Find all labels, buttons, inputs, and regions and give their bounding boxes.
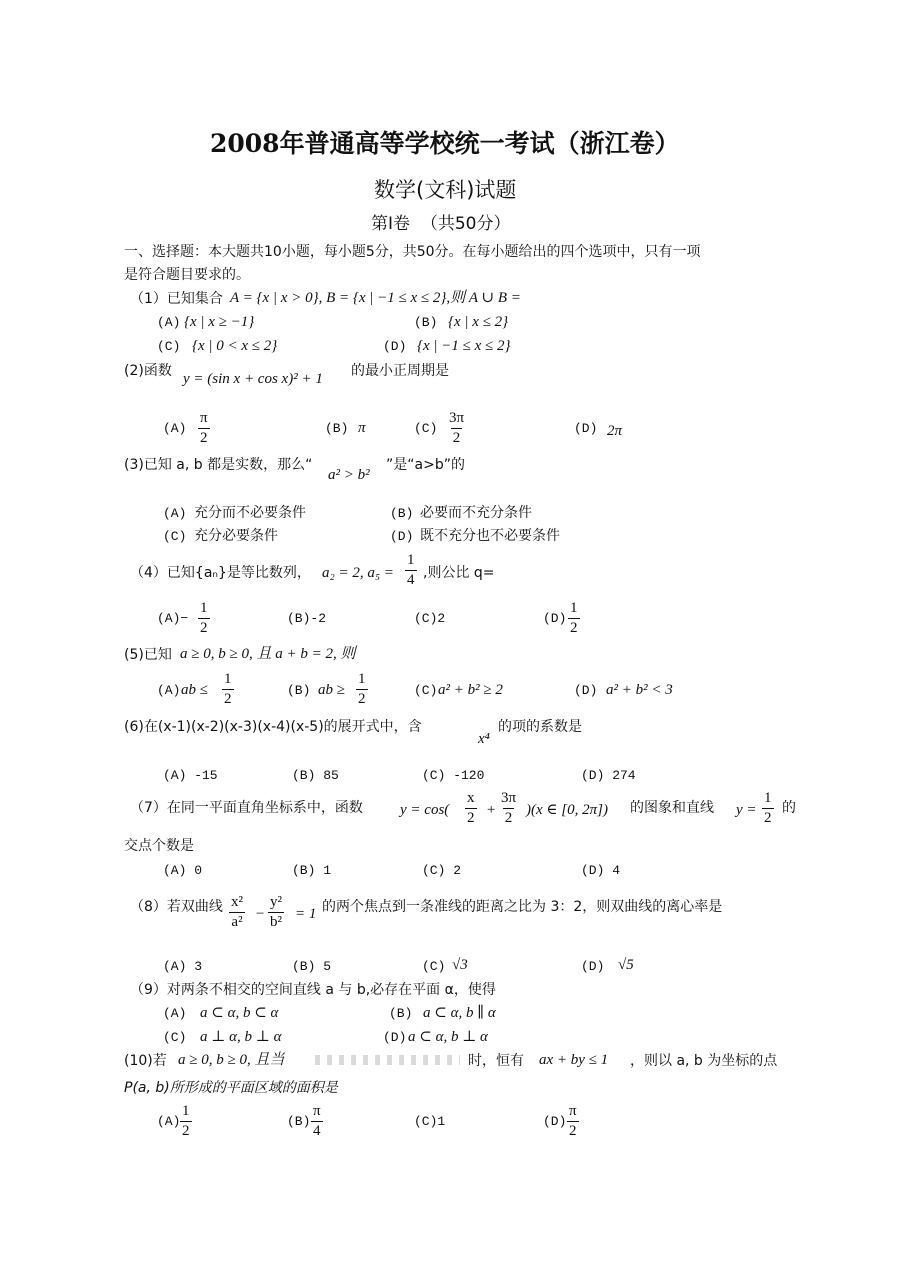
- q5-option-c-label: (C): [414, 683, 438, 698]
- q3-option-a: 充分而不必要条件: [194, 505, 306, 521]
- q10-option-a-label: (A): [157, 1114, 181, 1129]
- question-9-stem: （9）对两条不相交的空间直线 a 与 b,必存在平面 α，使得: [130, 982, 496, 998]
- question-2-tail: 的最小正周期是: [351, 363, 449, 379]
- question-2-stem: (2)函数: [124, 363, 172, 379]
- q10-option-b-label: (B): [287, 1114, 311, 1129]
- question-10-tail: ，则以 a, b 为坐标的点: [630, 1053, 778, 1069]
- q2-option-a-num: π: [200, 410, 208, 426]
- question-4-fraction-num: 1: [407, 552, 415, 568]
- question-1-expr: A = {x | x > 0}, B = {x | −1 ≤ x ≤ 2},则 A ∪ B =: [230, 290, 521, 306]
- q3-option-d: 既不充分也不必要条件: [420, 528, 560, 544]
- q5-option-c: a² + b² ≥ 2: [438, 682, 503, 698]
- question-6-stem: (6)在(x-1)(x-2)(x-3)(x-4)(x-5)的展开式中，含: [124, 719, 422, 735]
- q7-option-c: (C) 2: [422, 863, 462, 878]
- q8-option-b: (B) 5: [292, 959, 332, 974]
- question-8-eq: = 1: [295, 906, 317, 922]
- q4-option-d-den: 2: [570, 620, 578, 636]
- q9-option-d-label: (D): [383, 1030, 407, 1045]
- q2-option-a-den: 2: [200, 430, 208, 446]
- part-heading: 第Ⅰ卷 （共50分）: [371, 214, 511, 234]
- q3-option-b-label: (B): [390, 506, 414, 521]
- q9-option-c: a ⊥ α, b ⊥ α: [200, 1029, 282, 1045]
- q6-option-b: (B) 85: [292, 768, 339, 783]
- q4-option-d-num: 1: [570, 600, 578, 616]
- q6-option-d: (D) 274: [581, 768, 636, 783]
- question-4-stem: （4）已知{aₙ}是等比数列，: [130, 565, 311, 581]
- question-8-fraction-2-num: y²: [270, 894, 282, 910]
- q1-option-b-label: (B): [414, 315, 438, 330]
- q1-option-c: {x | 0 < x ≤ 2}: [192, 338, 278, 354]
- q8-option-c: √3: [452, 957, 468, 973]
- question-5-stem: (5)已知: [124, 647, 172, 663]
- q3-option-c: 充分必要条件: [194, 528, 278, 544]
- question-7-line-2: 交点个数是: [124, 838, 194, 854]
- q9-option-a-label: (A): [163, 1006, 187, 1021]
- q4-option-b: (B)-2: [287, 611, 327, 626]
- q9-option-b: a ⊂ α, b ∥ α: [423, 1005, 496, 1021]
- q9-option-a: a ⊂ α, b ⊂ α: [200, 1005, 279, 1021]
- q2-option-c-fraction: [447, 411, 466, 446]
- question-8-stem: （8）若双曲线: [130, 899, 223, 915]
- q3-option-d-label: (D): [390, 529, 414, 544]
- q7-option-a: (A) 0: [163, 863, 203, 878]
- q3-option-a-label: (A): [163, 506, 187, 521]
- page-title: 2008年普通高等学校统一考试（浙江卷）: [210, 129, 680, 158]
- question-8-fraction-1-den: a²: [231, 914, 243, 930]
- q2-option-d-label: (D): [574, 421, 598, 436]
- q10-option-a-fraction: [180, 1104, 192, 1139]
- question-6-tail: 的项的系数是: [498, 719, 582, 735]
- q1-option-d-label: (D): [383, 339, 407, 354]
- q1-option-b: {x | x ≤ 2}: [448, 314, 509, 330]
- q5-option-a-den: 2: [224, 691, 232, 707]
- q4-option-a-fraction: [198, 601, 210, 636]
- q2-option-c-den: 2: [452, 430, 461, 446]
- question-6-expr: x⁴: [478, 731, 490, 747]
- question-10-mid: 时，恒有: [468, 1053, 524, 1069]
- q10-option-b-num: π: [313, 1103, 321, 1119]
- q5-option-b: ab ≥: [318, 682, 345, 698]
- question-7-stem: （7）在同一平面直角坐标系中，函数: [130, 800, 363, 816]
- instructions-line-1: 一、选择题：本大题共10小题，每小题5分，共50分。在每小题给出的四个选项中，只有一项: [124, 244, 701, 260]
- q2-option-b-label: (B): [325, 421, 349, 436]
- question-10-expr: a ≥ 0, b ≥ 0, 且当: [178, 1052, 285, 1068]
- question-7-fraction-2-num: 3π: [501, 790, 517, 806]
- q2-option-a-label: (A): [163, 421, 187, 436]
- q7-option-b: (B) 1: [292, 863, 332, 878]
- question-10-stem: (10)若: [124, 1053, 167, 1069]
- q3-option-c-label: (C): [163, 529, 187, 544]
- question-7-fraction-3: [762, 791, 774, 826]
- question-7-expr-pre: y = cos(: [400, 802, 450, 818]
- q6-option-c: (C) -120: [422, 768, 485, 783]
- question-2-expr: y = (sin x + cos x)² + 1: [183, 371, 323, 387]
- question-8-minus: −: [255, 906, 266, 922]
- q5-option-b-fraction: [356, 672, 368, 707]
- q5-option-b-label: (B): [287, 683, 311, 698]
- q5-option-d-label: (D): [574, 683, 598, 698]
- question-7-fraction-1-num: x: [467, 790, 475, 806]
- q7-option-d: (D) 4: [581, 863, 621, 878]
- q6-option-a: (A) -15: [163, 768, 218, 783]
- question-7-expr-2: y =: [736, 802, 757, 818]
- q10-option-c: (C)1: [414, 1114, 446, 1129]
- q1-option-a: {x | x ≥ −1}: [184, 314, 255, 330]
- q2-option-a-fraction: [198, 411, 210, 446]
- question-8-fraction-2: [268, 895, 284, 930]
- q8-option-d-label: (D): [581, 959, 605, 974]
- q10-option-a-num: 1: [182, 1103, 190, 1119]
- q2-option-c-num: 3π: [449, 410, 465, 426]
- q8-option-a: (A) 3: [163, 959, 203, 974]
- question-7-mid: 的图象和直线: [630, 800, 714, 816]
- question-7-fraction-2-den: 2: [504, 810, 513, 826]
- q5-option-b-num: 1: [358, 671, 366, 687]
- q1-option-d: {x | −1 ≤ x ≤ 2}: [417, 338, 511, 354]
- q5-option-d: a² + b² < 3: [606, 682, 673, 698]
- q4-option-c: (C)2: [414, 611, 446, 626]
- q4-option-d-fraction: [568, 601, 580, 636]
- q4-option-d-label: (D): [543, 611, 567, 626]
- q4-option-a-den: 2: [200, 620, 208, 636]
- page-subtitle: 数学(文科)试题: [374, 178, 517, 202]
- q9-option-d: a ⊂ α, b ⊥ α: [408, 1029, 488, 1045]
- question-10-expr-2: ax + by ≤ 1: [539, 1052, 609, 1068]
- question-3-tail: ”是“a>b”的: [386, 457, 465, 473]
- q5-option-a-label: (A): [157, 683, 181, 698]
- q4-option-a-label: (A)−: [157, 611, 189, 626]
- q2-option-b: π: [358, 420, 366, 436]
- question-7-fraction-2: [499, 791, 518, 826]
- question-7-expr-post: )(x ∈ [0, 2π]): [526, 802, 608, 818]
- question-4-fraction-den: 4: [407, 572, 415, 588]
- question-10-illegible-formula: [315, 1055, 460, 1065]
- q8-option-c-label: (C): [422, 959, 446, 974]
- q9-option-c-label: (C): [163, 1030, 187, 1045]
- question-1-stem: （1）已知集合: [130, 291, 223, 307]
- q1-option-c-label: (C): [157, 339, 181, 354]
- q2-option-c-label: (C): [414, 421, 438, 436]
- q1-option-a-label: (A): [157, 315, 181, 330]
- q5-option-b-den: 2: [358, 691, 366, 707]
- q10-option-d-fraction: [567, 1104, 579, 1139]
- question-4-tail: ,则公比 q=: [423, 565, 495, 581]
- question-4-fraction: [405, 553, 417, 588]
- question-3-expr: a² > b²: [328, 467, 370, 483]
- q4-option-a-num: 1: [200, 600, 208, 616]
- q10-option-d-num: π: [569, 1103, 577, 1119]
- q10-option-d-den: 2: [569, 1123, 577, 1139]
- q2-option-d: 2π: [607, 423, 623, 439]
- q3-option-b: 必要而不充分条件: [420, 505, 532, 521]
- question-7-fraction-1: [465, 791, 477, 826]
- question-7-tail: 的: [782, 800, 796, 816]
- question-8-tail: 的两个焦点到一条准线的距离之比为 3：2，则双曲线的离心率是: [322, 899, 723, 915]
- question-8-fraction-1: [229, 895, 245, 930]
- question-7-fraction-3-num: 1: [764, 790, 772, 806]
- q9-option-b-label: (B): [389, 1006, 413, 1021]
- q10-option-a-den: 2: [182, 1123, 190, 1139]
- question-3-stem: (3)已知 a, b 都是实数，那么“: [124, 457, 313, 473]
- question-10-line-2: P(a, b)所形成的平面区域的面积是: [124, 1080, 338, 1096]
- instructions-line-2: 是符合题目要求的。: [124, 267, 250, 283]
- q10-option-d-label: (D): [543, 1114, 567, 1129]
- question-7-fraction-1-den: 2: [467, 810, 475, 826]
- q5-option-a-num: 1: [224, 671, 232, 687]
- q5-option-a-fraction: [222, 672, 234, 707]
- question-7-plus: +: [486, 802, 497, 818]
- q10-option-b-den: 4: [313, 1123, 321, 1139]
- question-4-expr: a₂ = 2, a₅ =: [322, 565, 394, 581]
- question-7-fraction-3-den: 2: [764, 810, 772, 826]
- q5-option-a: ab ≤: [181, 682, 208, 698]
- question-5-expr: a ≥ 0, b ≥ 0, 且 a + b = 2, 则: [180, 646, 356, 662]
- q10-option-b-fraction: [311, 1104, 323, 1139]
- q8-option-d: √5: [618, 957, 634, 973]
- question-8-fraction-2-den: b²: [270, 914, 282, 930]
- question-8-fraction-1-num: x²: [231, 894, 243, 910]
